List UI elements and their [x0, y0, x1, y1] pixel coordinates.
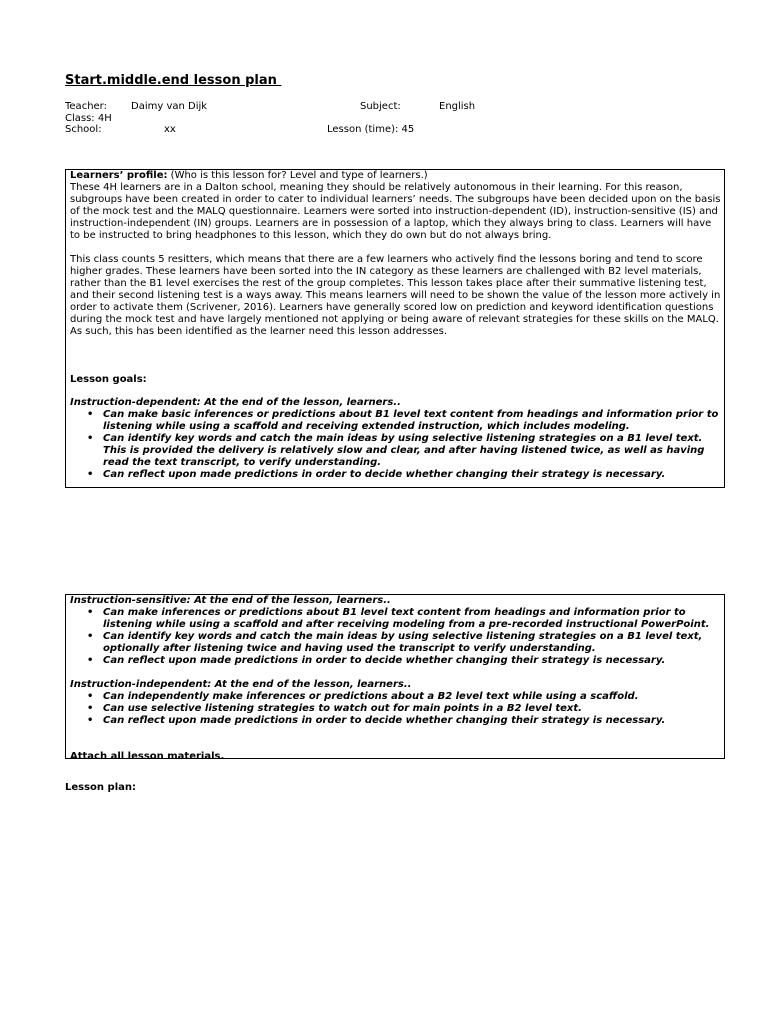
list-item: • Can reflect upon made predictions in order to decide whether changing their strategy is necessary.	[70, 715, 724, 727]
id-goals-heading: Instruction-dependent: At the end of the lesson, learners..	[70, 397, 401, 408]
list-item: • Can reflect upon made predictions in order to decide whether changing their strategy is necessary.	[70, 469, 724, 481]
list-item: • Can independently make inferences or predictions about a B2 level text while using a scaffold.	[70, 691, 724, 703]
profile-heading: Learners’ profile:	[70, 170, 168, 181]
subject-value: English	[439, 101, 476, 112]
lesson-goals-heading: Lesson goals:	[70, 374, 147, 385]
in-goals-list	[70, 691, 724, 727]
is-goals-heading: Instruction-sensitive: At the end of the lesson, learners..	[70, 595, 391, 606]
profile-heading-line	[70, 170, 724, 182]
learners-profile-box	[65, 169, 725, 488]
school-label: School:	[65, 124, 102, 135]
list-item: • Can reflect upon made predictions in order to decide whether changing their strategy is necessary.	[70, 655, 724, 667]
list-item: • Can make inferences or predictions about B1 level text content from headings and information prior to listening while using a scaffold and after receiving modeling from a pre-recorded instructional PowerPoint.	[70, 607, 724, 631]
profile-heading-note: (Who is this lesson for? Level and type of learners.)	[167, 170, 428, 181]
school-value: xx	[164, 124, 176, 135]
list-item: • Can identify key words and catch the main ideas by using selective listening strategies on a B1 level text, optionally after listening twice and having used the transcript to verify understanding.	[70, 631, 724, 655]
teacher-value: Daimy van Dijk	[131, 101, 208, 112]
is-goals-list	[70, 607, 724, 667]
profile-paragraph-1: These 4H learners are in a Dalton school, meaning they should be relatively autonomous in their learning. For this reason, subgroups have been created in order to cater to individual learners’ needs. The subgroups have been decided upon on the basis of the mock test and the MALQ questionnaire. Learners were sorted into instruction-dependent (ID), instruction-sensitive (IS) and instruction-independent (IN) groups. Learners are in possession of a laptop, which they always bring to class. Learners will have to be instructed to bring headphones to this lesson, which they do own but do not always bring.	[70, 182, 721, 241]
lesson-time-label: Lesson (time): 45	[327, 124, 415, 135]
lesson-plan-label: Lesson plan:	[65, 782, 136, 793]
attach-materials-note: Attach all lesson materials.	[70, 751, 225, 762]
id-goals-list	[70, 409, 724, 481]
document-title: Start.middle.end lesson plan	[65, 73, 282, 88]
profile-paragraph-2: This class counts 5 resitters, which means that there are a few learners who actively find the lessons boring and tend to score higher grades. These learners have been sorted into the IN category as these learners are challenged with B2 level materials, rather than the B1 level exercises the rest of the group completes. This lesson takes place after their summative listening test, and their second listening test is a ways away. This means learners will need to be shown the value of the lesson more actively in order to activate them (Scrivener, 2016). Learners have generally scored low on prediction and keyword identification questions during the mock test and have largely mentioned not applying or being aware of relevant strategies for these skills on the MALQ. As such, this has been identified as the learner need this lesson addresses.	[70, 254, 721, 337]
class-label: Class: 4H	[65, 113, 112, 124]
lesson-goals-continued-box	[65, 594, 725, 762]
list-item: • Can use selective listening strategies to watch out for main points in a B2 level text.	[70, 703, 724, 715]
list-item: • Can make basic inferences or predictions about B1 level text content from headings and information prior to listening while using a scaffold and receiving extended instruction, which includes modeling.	[70, 409, 724, 433]
list-item: • Can identify key words and catch the main ideas by using selective listening strategies on a B1 level text. This is provided the delivery is relatively slow and clear, and after having listened twice, as well as having read the text transcript, to verify understanding.	[70, 433, 724, 469]
subject-label: Subject:	[360, 101, 401, 112]
in-goals-heading: Instruction-independent: At the end of the lesson, learners..	[70, 679, 412, 690]
teacher-label: Teacher:	[65, 101, 107, 112]
